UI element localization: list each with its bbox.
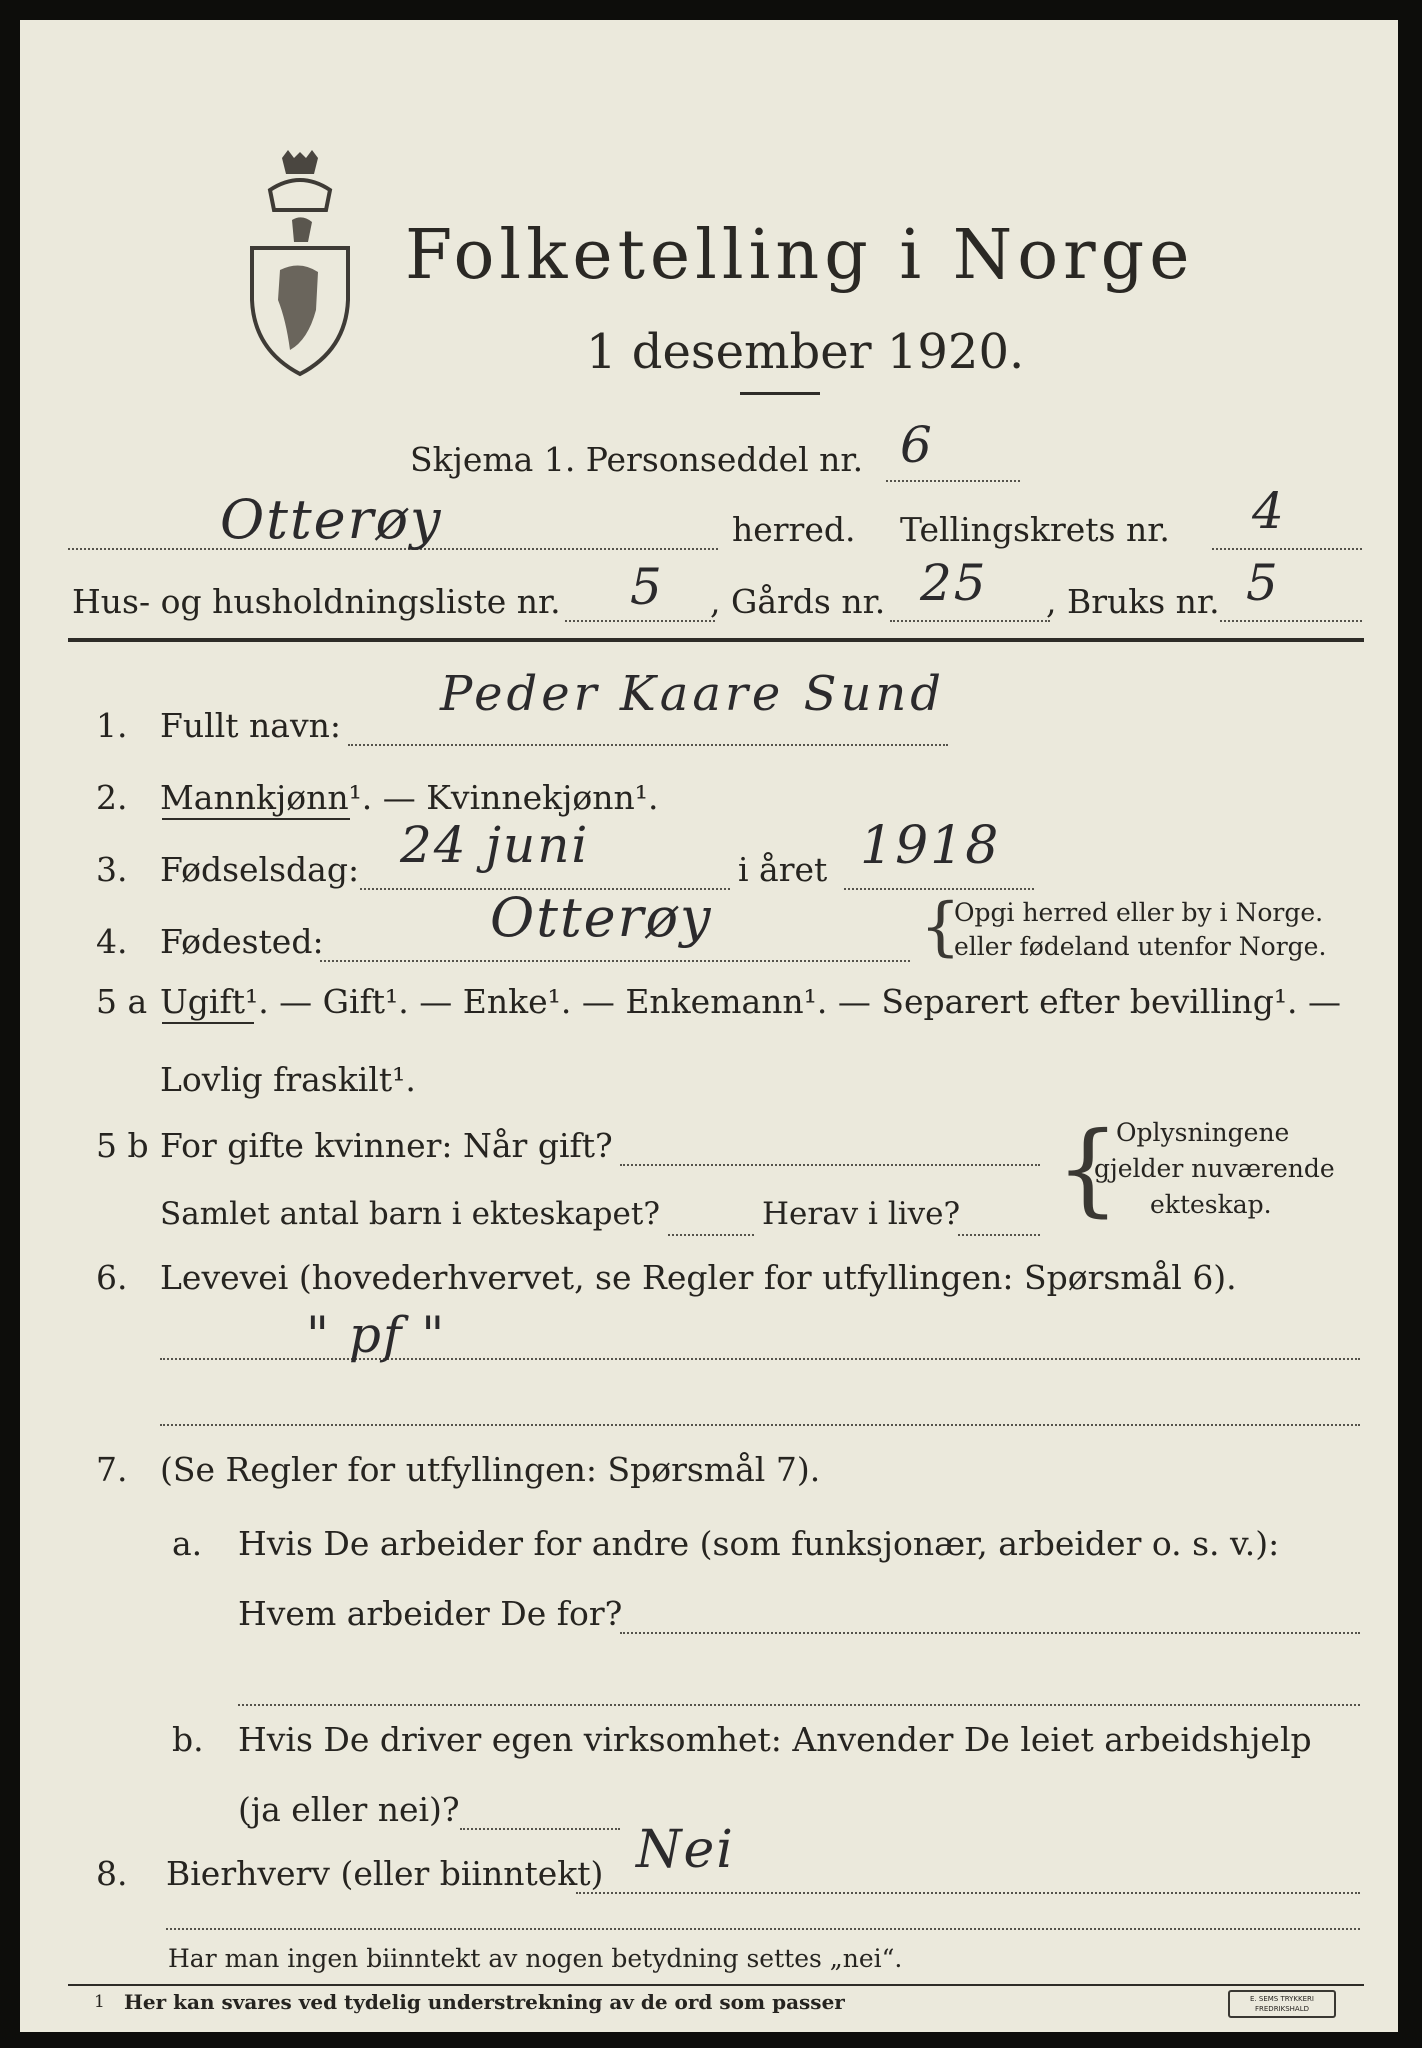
footer-note: Har man ingen biinntekt av nogen betydning settes „nei“. [168, 1944, 903, 1973]
q2-number: 2. [96, 778, 128, 817]
personseddel-line [886, 480, 1020, 482]
q8-line2 [166, 1928, 1360, 1930]
q7a-employer-label: Hvem arbeider De for? [238, 1594, 623, 1633]
header-rule [68, 638, 1364, 642]
q5b-married-label: For gifte kvinner: Når gift? [160, 1126, 613, 1165]
q5b-alive-line [958, 1234, 1040, 1236]
q2-gender-options: Mannkjønn¹. — Kvinnekjønn¹. [160, 778, 659, 817]
herred-label: herred. [732, 510, 856, 549]
q5b-note-line2: gjelder nuværende [1094, 1154, 1335, 1183]
q5b-number: 5 b [96, 1126, 149, 1165]
bruks-number: 5 [1246, 554, 1280, 612]
hus-line [565, 620, 715, 622]
bruks-line [1220, 620, 1362, 622]
q4-note-line1: Opgi herred eller by i Norge. [954, 898, 1324, 927]
q4-note-line2: eller fødeland utenfor Norge. [954, 932, 1327, 961]
q3-year-label: i året [738, 850, 828, 889]
gards-label: , Gårds nr. [710, 582, 886, 621]
q6-answer-line2 [160, 1424, 1360, 1426]
q5a-marital-options-cont: Lovlig fraskilt¹. [160, 1060, 416, 1099]
q8-number: 8. [96, 1854, 128, 1893]
footnote-number: 1 [94, 1992, 105, 2012]
q5a-marital-options: Ugift¹. — Gift¹. — Enke¹. — Enkemann¹. — Separert efter bevilling¹. — [160, 982, 1342, 1021]
q5b-married-line [620, 1164, 1040, 1166]
herred-value: Otterøy [220, 488, 443, 551]
bruks-label: , Bruks nr. [1046, 582, 1220, 621]
q7b-yes-no-line [460, 1828, 620, 1830]
q3-number: 3. [96, 850, 128, 889]
birth-year-answer: 1918 [860, 816, 1001, 876]
hus-number: 5 [630, 558, 664, 616]
q5a-number: 5 a [96, 982, 148, 1021]
birthplace-answer: Otterøy [490, 886, 713, 949]
q7-number: 7. [96, 1450, 128, 1489]
side-income-answer: Nei [636, 1820, 735, 1880]
q7b-letter: b. [172, 1720, 204, 1759]
skjema-label: Skjema 1. Personseddel nr. [410, 440, 864, 479]
q6-number: 6. [96, 1258, 128, 1297]
gards-number: 25 [920, 554, 988, 612]
q5a-underline-ugift [162, 1022, 254, 1024]
q1-number: 1. [96, 706, 128, 745]
printer-stamp-line1: E. SEMS TRYKKERI [1250, 1995, 1314, 2003]
printer-stamp-line2: FREDRIKSHALD [1254, 2005, 1309, 2013]
q8-label: Bierhverv (eller biinntekt) [166, 1854, 604, 1893]
q7a-question: Hvis De arbeider for andre (som funksjonær, arbeider o. s. v.): [238, 1524, 1280, 1563]
q4-number: 4. [96, 922, 128, 961]
q6-occupation-label: Levevei (hovederhvervet, se Regler for utfyllingen: Spørsmål 6). [160, 1258, 1237, 1297]
q1-line [348, 744, 948, 746]
gards-line [890, 620, 1050, 622]
q7b-question: Hvis De driver egen virksomhet: Anvender De leiet arbeidshjelp [238, 1720, 1312, 1759]
form-title: Folketelling i Norge [405, 216, 1195, 295]
q7a-letter: a. [172, 1524, 203, 1563]
q1-label: Fullt navn: [160, 706, 341, 745]
q7a-employer-line [620, 1632, 1360, 1634]
coat-of-arms-icon [230, 150, 370, 380]
tellingskrets-line [1212, 548, 1362, 550]
personseddel-number: 6 [900, 416, 934, 474]
q7b-yes-no-label: (ja eller nei)? [238, 1790, 460, 1829]
title-divider [740, 392, 820, 395]
footer-rule [68, 1984, 1364, 1986]
q5b-alive-label: Herav i live? [762, 1196, 961, 1232]
tellingskrets-number: 4 [1252, 482, 1286, 540]
census-form [20, 20, 1398, 2032]
q5b-children-label: Samlet antal barn i ekteskapet? [160, 1196, 660, 1232]
full-name-answer: Peder Kaare Sund [440, 666, 946, 722]
q5b-brace: { [1056, 1110, 1120, 1227]
q4-brace: { [920, 890, 961, 964]
q8-line [576, 1892, 1360, 1894]
q5b-note-line1: Oplysningene [1116, 1118, 1290, 1147]
q4-label: Fødested: [160, 922, 324, 961]
q5b-children-line [668, 1234, 754, 1236]
tellingskrets-label: Tellingskrets nr. [900, 510, 1170, 549]
hus-label: Hus- og husholdningsliste nr. [72, 582, 561, 621]
birth-day-answer: 24 juni [400, 816, 590, 874]
footnote-text: Her kan svares ved tydelig understrekning av de ord som passer [124, 1990, 845, 2014]
printer-stamp [1228, 1990, 1336, 2018]
census-date: 1 desember 1920. [586, 324, 1025, 380]
q7-label: (Se Regler for utfyllingen: Spørsmål 7). [160, 1450, 821, 1489]
q7a-employer-line2 [238, 1704, 1360, 1706]
occupation-answer: " pf " [306, 1306, 447, 1364]
q3-label: Fødselsdag: [160, 850, 360, 889]
q2-underline-mannkjonn [162, 818, 350, 820]
q5b-note-line3: ekteskap. [1150, 1190, 1272, 1219]
q4-line [320, 960, 910, 962]
